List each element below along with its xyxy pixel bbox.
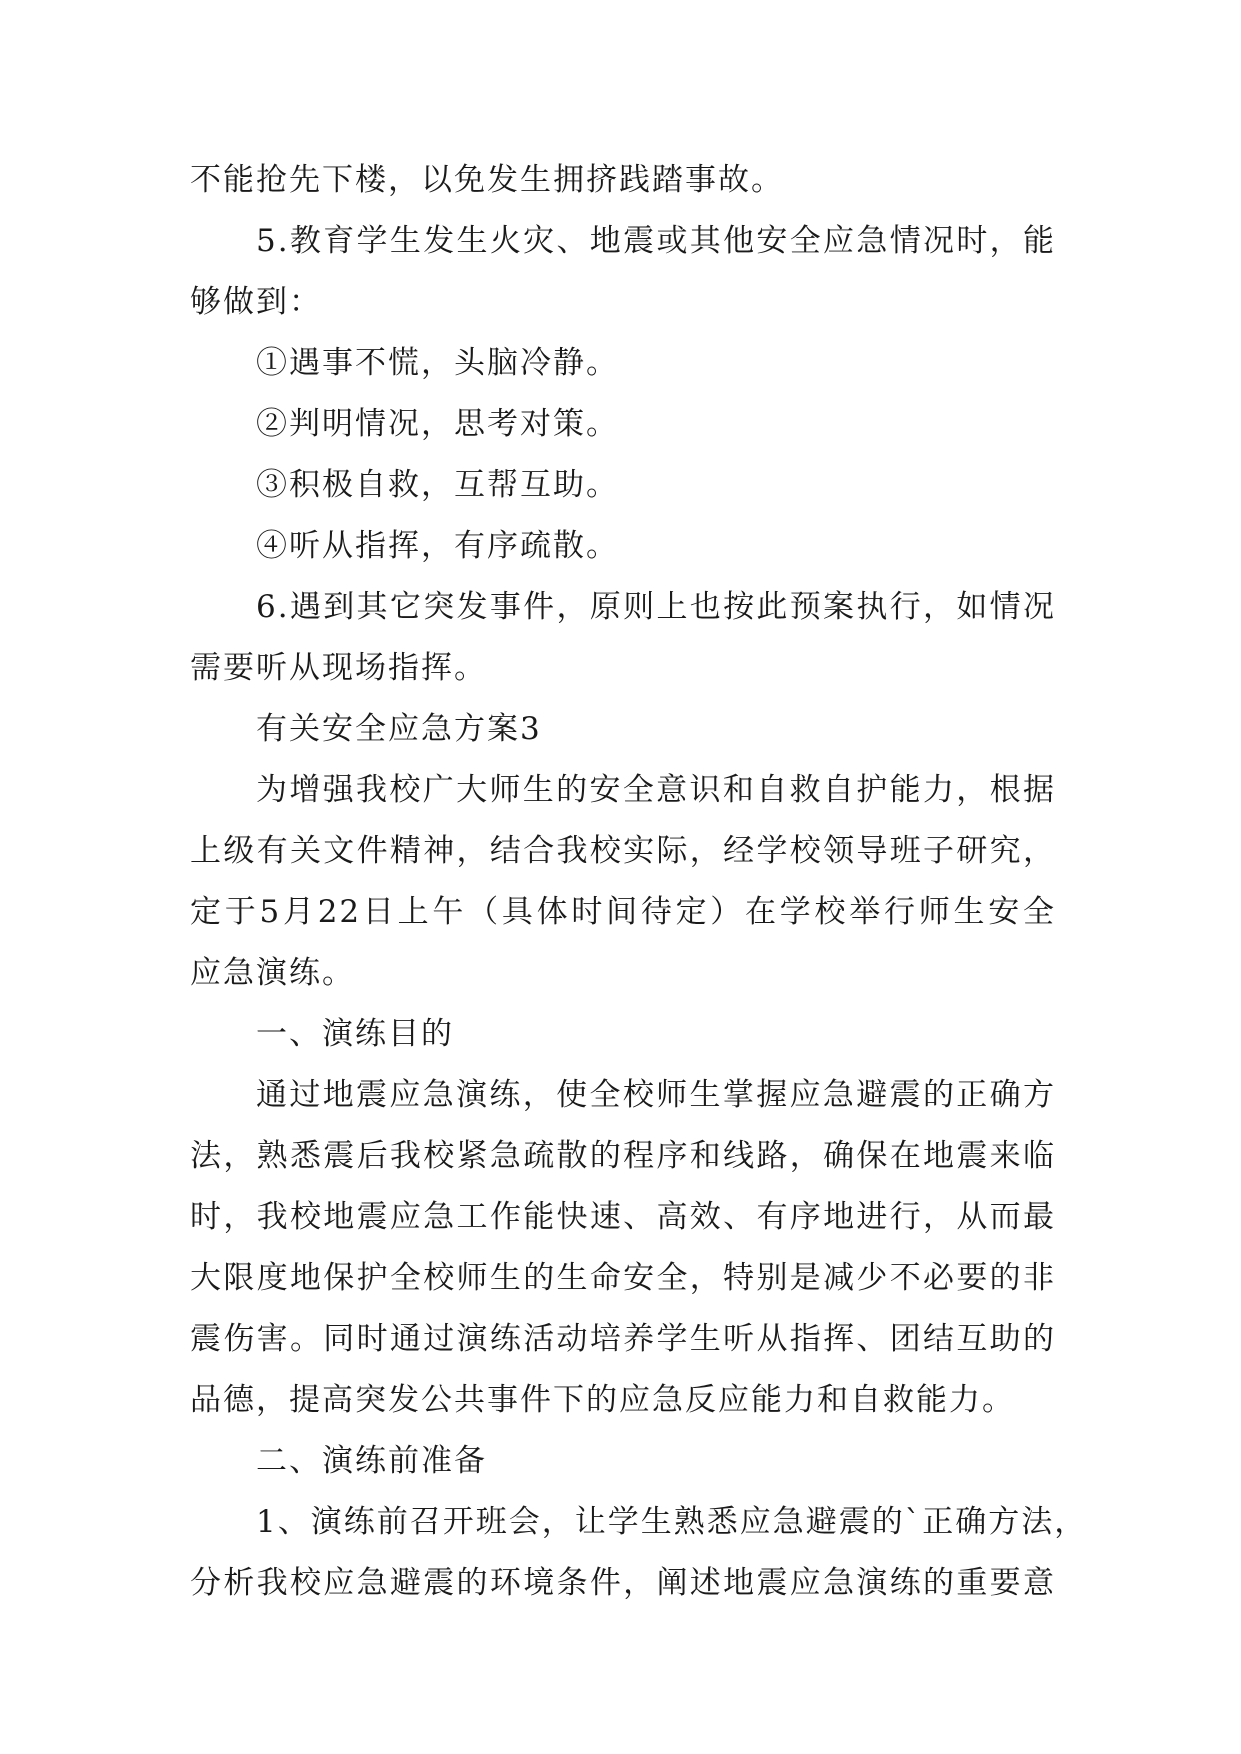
text-line: ④听从指挥，有序疏散。 [256,528,619,564]
text-line: 为增强我校广大师生的安全意识和自救自护能力，根据 [256,772,1056,808]
text-line: 5.教育学生发生火灾、地震或其他安全应急情况时，能 [256,223,1056,259]
text-line: 有关安全应急方案3 [256,711,542,747]
text-line: 震伤害。同时通过演练活动培养学生听从指挥、团结互助的 [190,1321,1056,1357]
text-line: 够做到： [190,284,322,320]
text-line: ①遇事不慌，头脑冷静。 [256,345,619,381]
text-line: 时，我校地震应急工作能快速、高效、有序地进行，从而最 [190,1199,1056,1235]
text-line: 二、演练前准备 [256,1443,487,1479]
text-line: 1、演练前召开班会，让学生熟悉应急避震的`正确方法， [256,1504,1088,1540]
text-line: 通过地震应急演练，使全校师生掌握应急避震的正确方 [256,1077,1056,1113]
text-line: 需要听从现场指挥。 [190,650,487,686]
text-line: 大限度地保护全校师生的生命安全，特别是减少不必要的非 [190,1260,1056,1296]
text-line: 6.遇到其它突发事件，原则上也按此预案执行，如情况 [256,589,1056,625]
text-line: 不能抢先下楼，以免发生拥挤践踏事故。 [190,162,784,198]
text-line: 分析我校应急避震的环境条件，阐述地震应急演练的重要意 [190,1565,1056,1601]
text-line: 应急演练。 [190,955,355,991]
text-line: 一、演练目的 [256,1016,454,1052]
text-line: ②判明情况，思考对策。 [256,406,619,442]
text-line: ③积极自救，互帮互助。 [256,467,619,503]
document-page [190,150,1088,1614]
text-line: 上级有关文件精神，结合我校实际，经学校领导班子研究， [190,833,1056,869]
text-line: 法，熟悉震后我校紧急疏散的程序和线路，确保在地震来临 [190,1138,1056,1174]
text-line: 品德，提高突发公共事件下的应急反应能力和自救能力。 [190,1382,1015,1418]
text-line: 定于5月22日上午（具体时间待定）在学校举行师生安全 [190,894,1056,930]
